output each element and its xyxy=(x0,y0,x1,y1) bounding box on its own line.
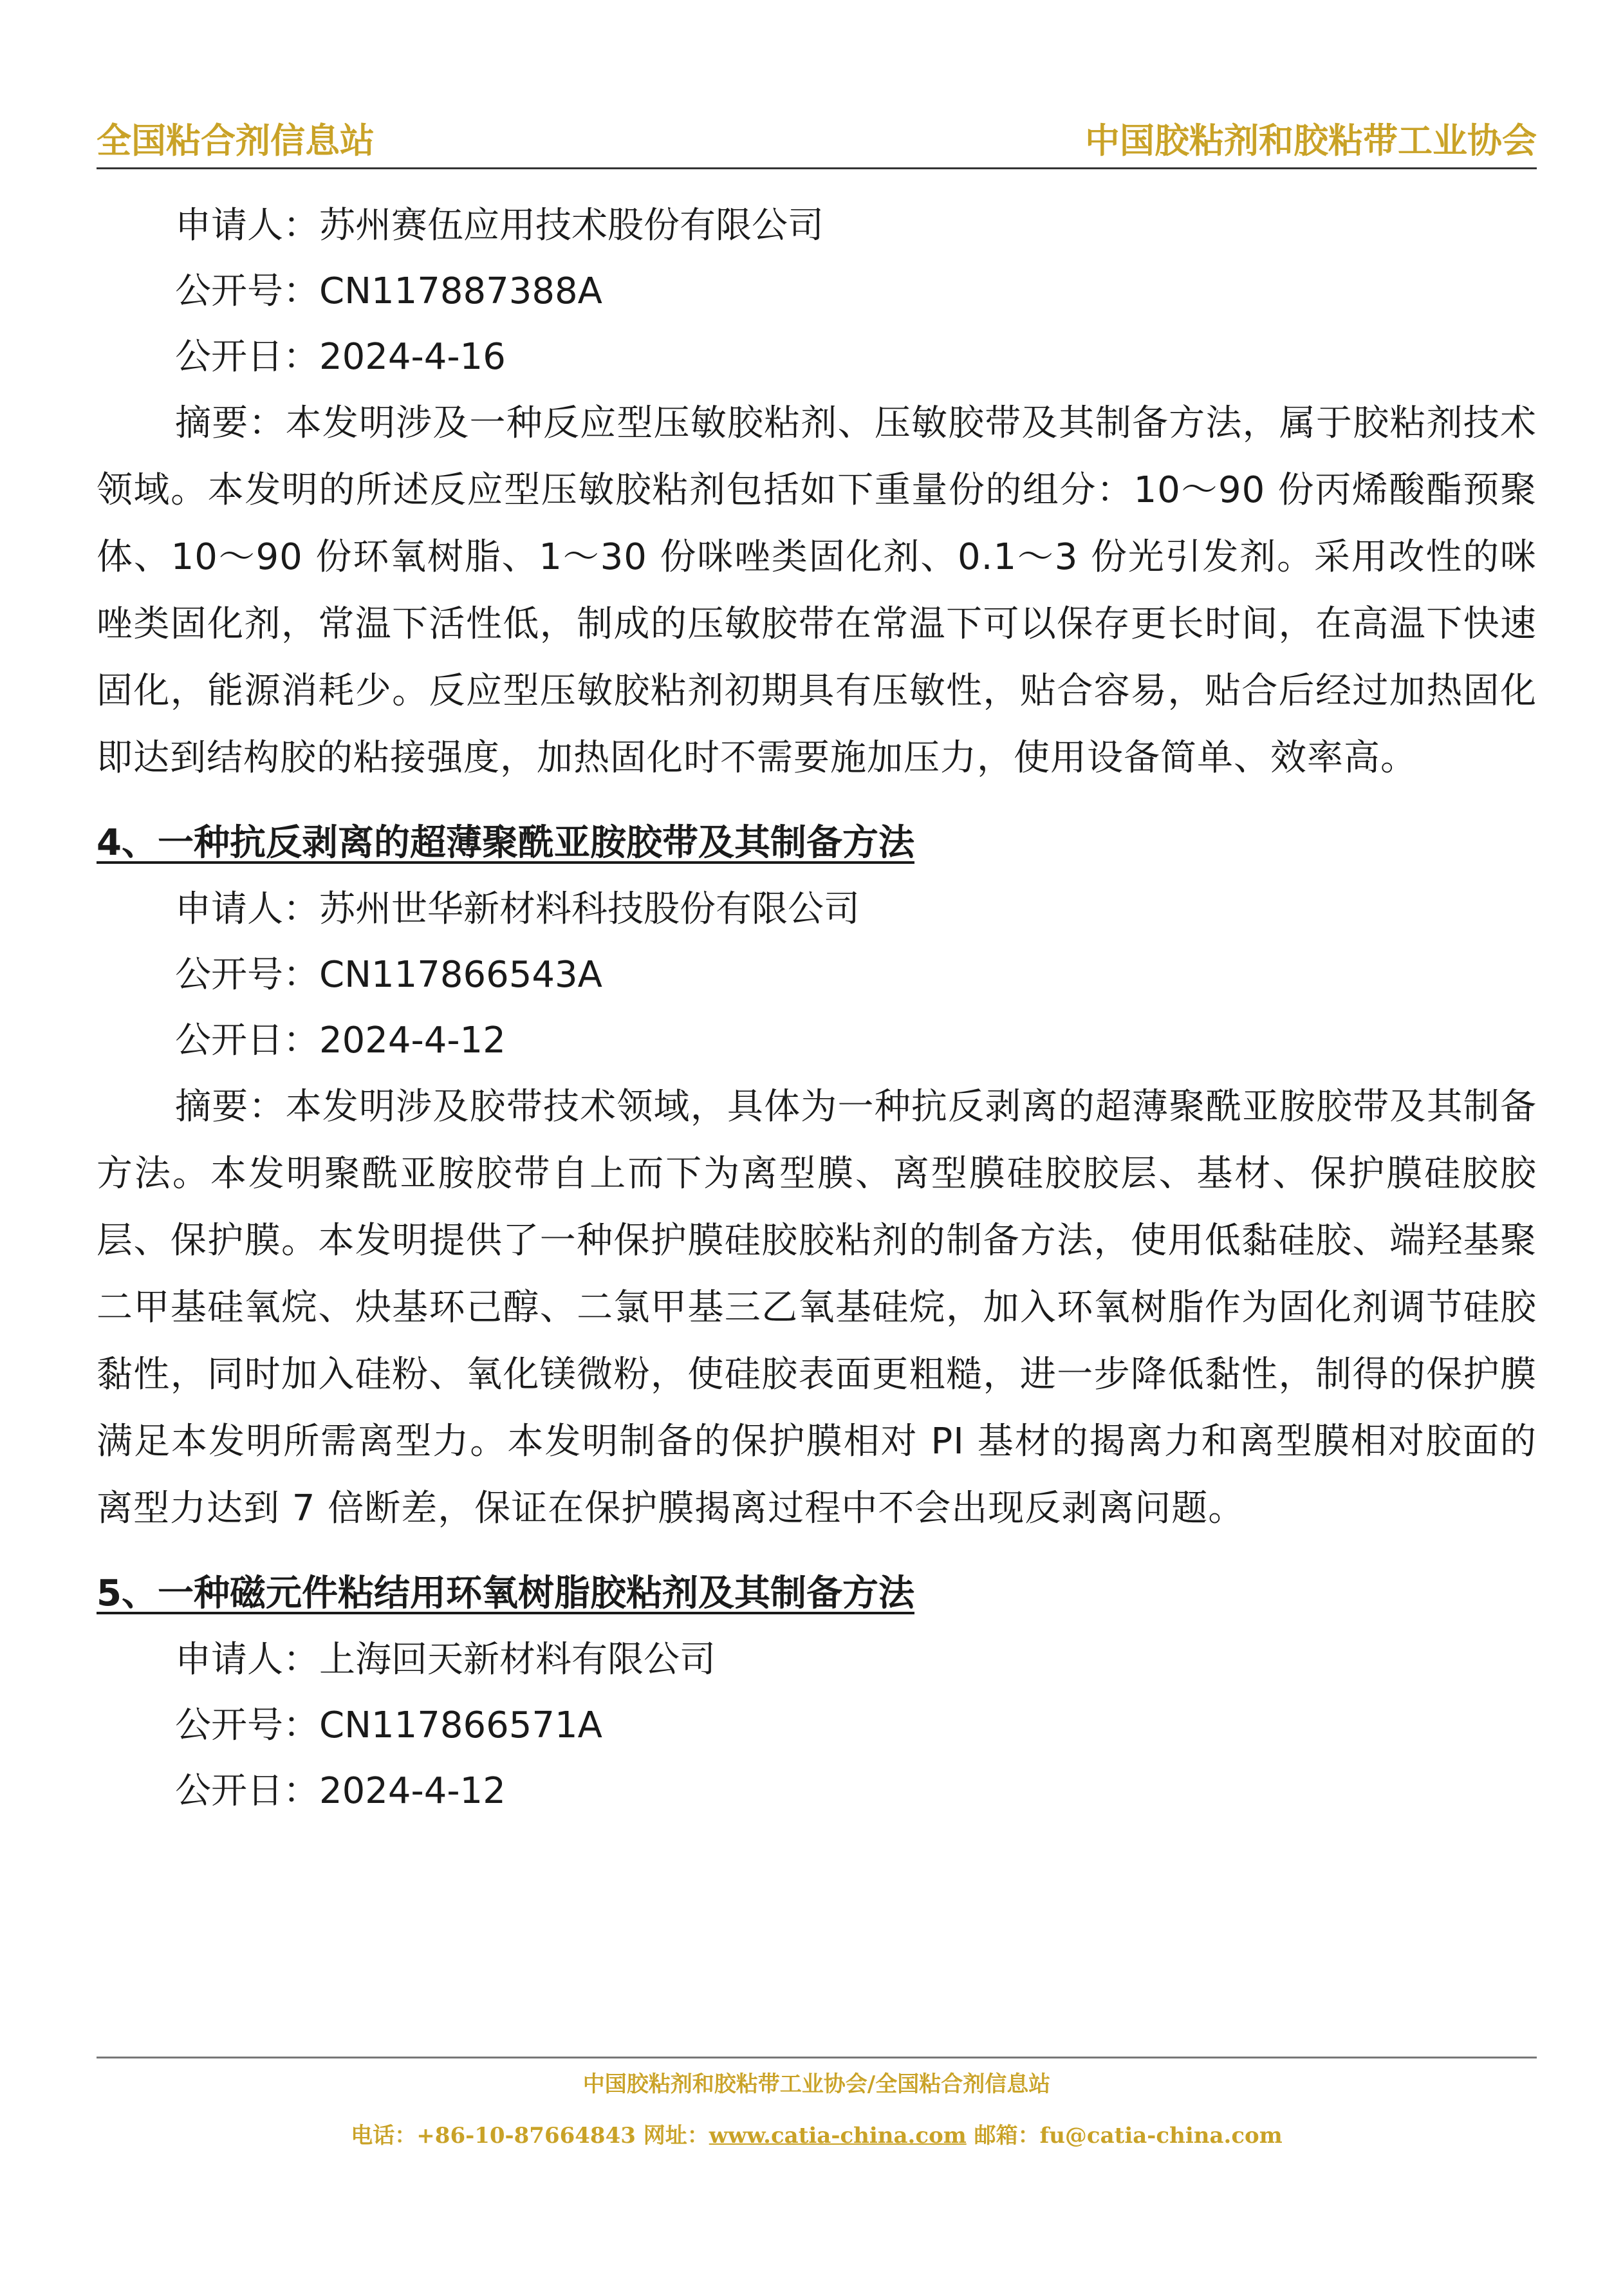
patent-entry xyxy=(97,1560,1537,1824)
patent-entry xyxy=(97,810,1537,1542)
publication-date: 公开日：2024-4-12 xyxy=(175,1770,506,1812)
footer-email: 邮箱：fu@catia-china.com xyxy=(966,2123,1283,2149)
abstract-paragraph: 摘要：本发明涉及一种反应型压敏胶粘剂、压敏胶带及其制备方法，属于胶粘剂技术领域。本发明的所述反应型压敏胶粘剂包括如下重量份的组分：10～90 份丙烯酸酯预聚体、10～90 份环氧树脂、1～30 份咪唑类固化剂、0.1～3 份光引发剂。采用改性的咪唑类固化剂，常温下活性低，制成的压敏胶带在常温下可以保存更长时间，在高温下快速固化，能源消耗少。反应型压敏胶粘剂初期具有压敏性，贴合容易，贴合后经过加热固化即达到结构胶的粘接强度，加热固化时不需要施加压力，使用设备简单、效率高。 xyxy=(97,402,1537,779)
footer-phone: 电话：+86-10-87664843 网址： xyxy=(351,2123,709,2149)
website-link[interactable]: www.catia-china.com xyxy=(709,2123,967,2149)
patent-entry xyxy=(97,193,1537,792)
applicant-line: 申请人：苏州世华新材料科技股份有限公司 xyxy=(175,888,860,930)
page-footer xyxy=(97,2057,1537,2149)
publication-number: 公开号：CN117866543A xyxy=(175,954,602,996)
patent-title-text: 4、一种抗反剥离的超薄聚酰亚胺胶带及其制备方法 xyxy=(97,822,914,864)
footer-contact xyxy=(97,2122,1537,2150)
applicant-line: 申请人：苏州赛伍应用技术股份有限公司 xyxy=(175,205,824,247)
header-site-name: 全国粘合剂信息站 xyxy=(97,120,375,161)
patent-title xyxy=(97,1560,1537,1627)
footer-organization: 中国胶粘剂和胶粘带工业协会/全国粘合剂信息站 xyxy=(582,2071,1051,2097)
page-header xyxy=(97,116,1537,169)
applicant-line: 申请人：上海回天新材料有限公司 xyxy=(175,1639,716,1681)
patent-title xyxy=(97,810,1537,877)
publication-number: 公开号：CN117887388A xyxy=(175,270,602,312)
header-association-name: 中国胶粘剂和胶粘带工业协会 xyxy=(1085,120,1537,161)
publication-date: 公开日：2024-4-12 xyxy=(175,1020,506,1061)
patent-title-text: 5、一种磁元件粘结用环氧树脂胶粘剂及其制备方法 xyxy=(97,1573,914,1614)
page-content xyxy=(97,193,1537,1824)
publication-number: 公开号：CN117866571A xyxy=(175,1704,602,1746)
publication-date: 公开日：2024-4-16 xyxy=(175,336,506,378)
abstract-paragraph: 摘要：本发明涉及胶带技术领域，具体为一种抗反剥离的超薄聚酰亚胺胶带及其制备方法。本发明聚酰亚胺胶带自上而下为离型膜、离型膜硅胶胶层、基材、保护膜硅胶胶层、保护膜。本发明提供了一种保护膜硅胶胶粘剂的制备方法，使用低黏硅胶、端羟基聚二甲基硅氧烷、炔基环己醇、二氯甲基三乙氧基硅烷，加入环氧树脂作为固化剂调节硅胶黏性，同时加入硅粉、氧化镁微粉，使硅胶表面更粗糙，进一步降低黏性，制得的保护膜满足本发明所需离型力。本发明制备的保护膜相对 PI 基材的揭离力和离型膜相对胶面的离型力达到 7 倍断差，保证在保护膜揭离过程中不会出现反剥离问题。 xyxy=(97,1086,1537,1529)
